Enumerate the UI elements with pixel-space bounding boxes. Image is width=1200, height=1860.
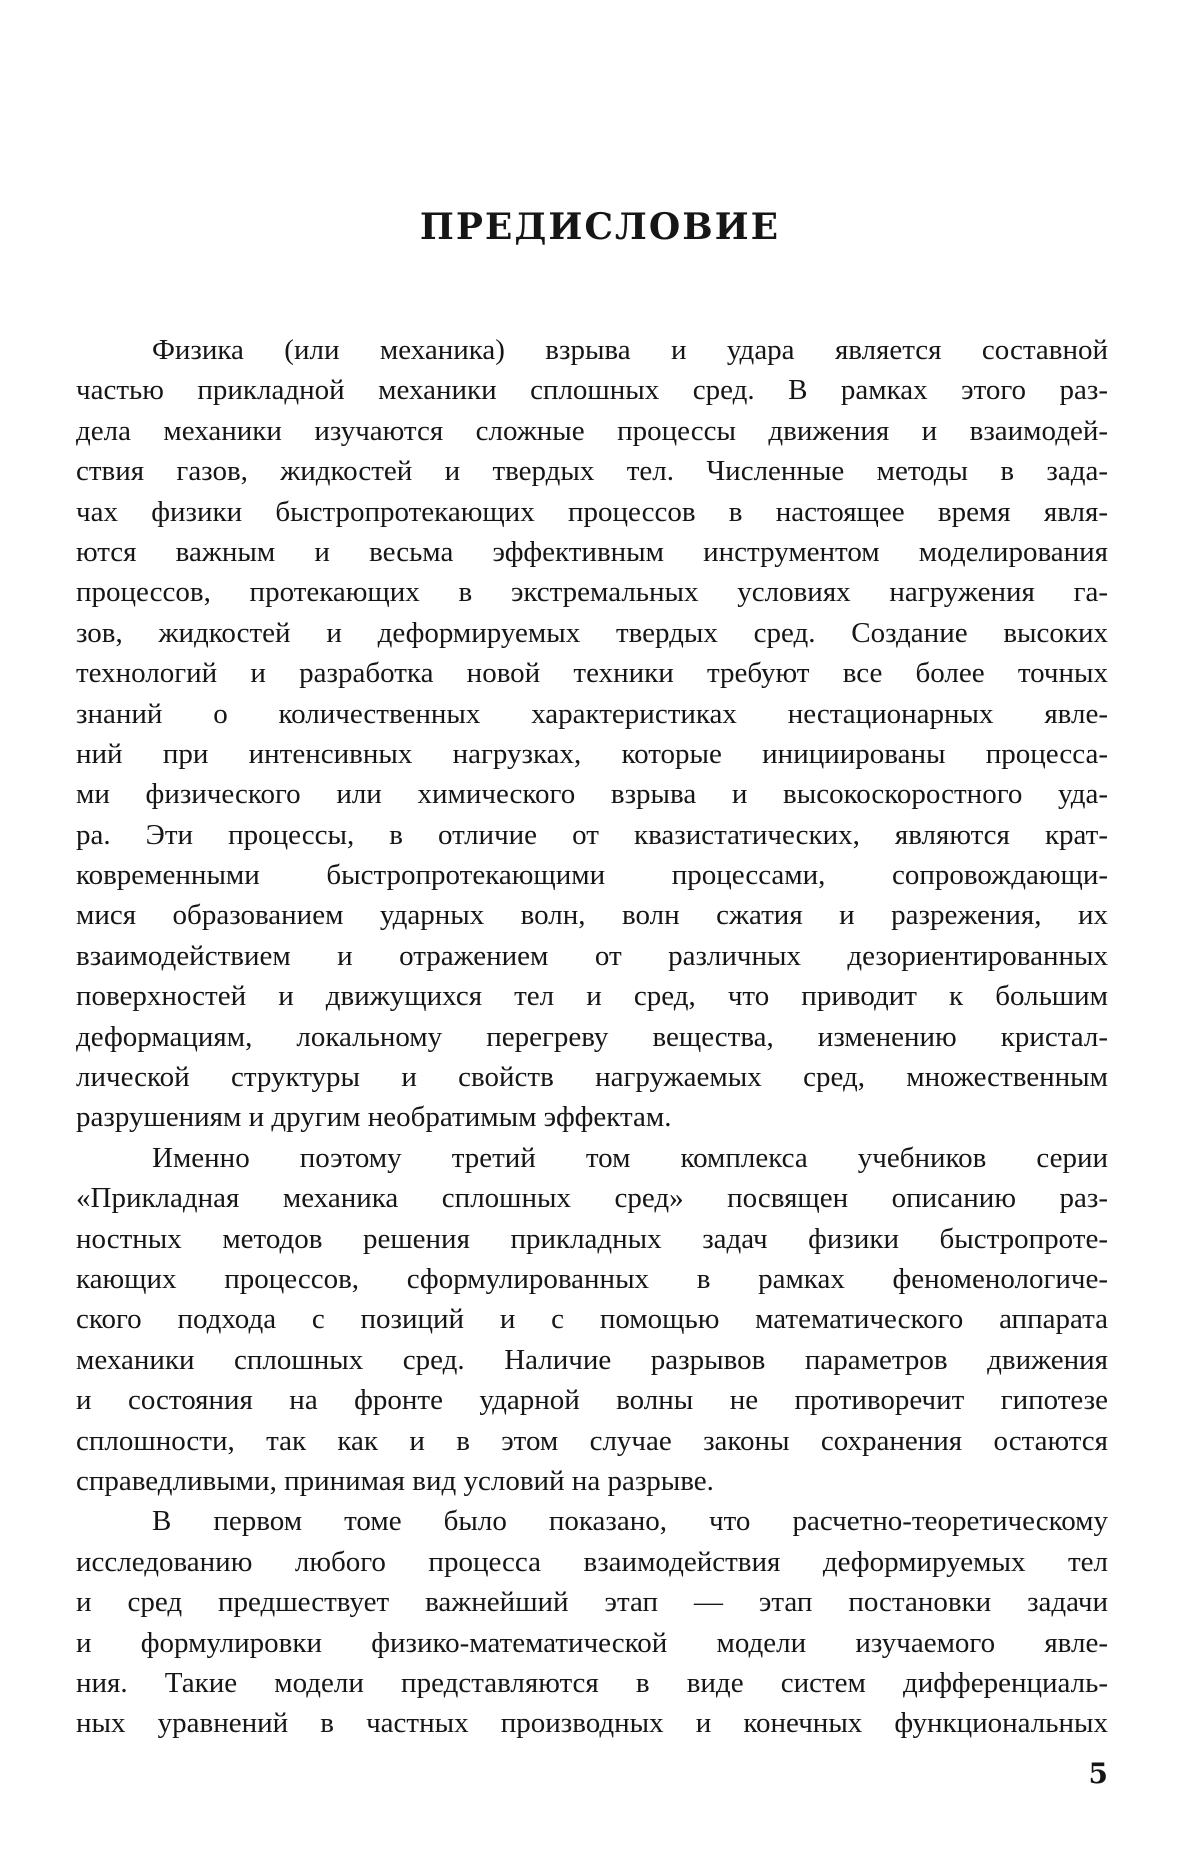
text-line: механики сплошных сред. Наличие разрывов параметров движения [76,1343,1108,1376]
text-line: ра. Эти процессы, в отличие от квазистатических, являются крат- [76,818,1108,851]
text-line: ния. Такие модели представляются в виде систем дифференциаль- [76,1666,1108,1699]
text-line: дела механики изучаются сложные процессы движения и взаимодей- [76,414,1108,447]
text-line: мися образованием ударных волн, волн сжатия и разрежения, их [76,899,1108,932]
paragraph [76,1138,1108,1502]
text-line: и формулировки физико-математической модели изучаемого явле- [76,1626,1108,1659]
text-line: и состояния на фронте ударной волны не противоречит гипотезе [76,1384,1108,1417]
text-line: зов, жидкостей и деформируемых твердых сред. Создание высоких [76,616,1108,649]
text-line: ствия газов, жидкостей и твердых тел. Численные методы в зада- [76,455,1108,488]
text-line: лической структуры и свойств нагружаемых сред, множественным [76,1061,1108,1094]
text-line: ковременными быстропротекающими процессами, сопровождающи- [76,859,1108,892]
text-line: технологий и разработка новой техники требуют все более точных [76,657,1108,690]
text-line: кающих процессов, сформулированных в рамках феноменологиче- [76,1262,1108,1295]
text-line: взаимодействием и отражением от различных дезориентированных [76,939,1108,972]
body-text [76,330,1108,1744]
text-line: процессов, протекающих в экстремальных условиях нагружения га- [76,576,1108,609]
text-line: «Прикладная механика сплошных сред» посвящен описанию раз- [76,1182,1108,1215]
text-line: ми физического или химического взрыва и высокоскоростного уда- [76,778,1108,811]
text-line: знаний о количественных характеристиках нестационарных явле- [76,697,1108,730]
text-line: сплошности, так как и в этом случае законы сохранения остаются [76,1424,1108,1457]
text-line: частью прикладной механики сплошных сред. В рамках этого раз- [76,374,1108,407]
text-line: Именно поэтому третий том комплекса учебников серии [152,1141,1108,1174]
text-line: ются важным и весьма эффективным инструментом моделирования [76,535,1108,568]
text-line: справедливыми, принимая вид условий на разрыве. [76,1464,714,1497]
text-line: ний при интенсивных нагрузках, которые инициированы процесса- [76,737,1108,770]
page-title: ПРЕДИСЛОВИЕ [419,206,781,248]
text-line: ных уравнений в частных производных и конечных функциональных [76,1707,1108,1740]
paragraph [76,330,1108,1138]
text-line: В первом томе было показано, что расчетно-теоретическому [152,1505,1108,1538]
text-line: деформациям, локальному перегреву вещества, изменению кристал- [76,1020,1108,1053]
text-line: и сред предшествует важнейший этап — этап постановки задачи [76,1586,1108,1619]
text-line: поверхностей и движущихся тел и сред, что приводит к большим [76,980,1108,1013]
page-number: 5 [1088,1757,1108,1790]
text-line: чах физики быстропротекающих процессов в настоящее время явля- [76,495,1108,528]
paragraph [76,1501,1108,1743]
text-line: ностных методов решения прикладных задач физики быстропроте- [76,1222,1108,1255]
text-line: ского подхода с позиций и с помощью математического аппарата [76,1303,1108,1336]
text-line: Физика (или механика) взрыва и удара является составной [152,334,1108,366]
text-line: исследованию любого процесса взаимодействия деформируемых тел [76,1545,1108,1578]
text-line: разрушениям и другим необратимым эффектам. [76,1101,672,1134]
